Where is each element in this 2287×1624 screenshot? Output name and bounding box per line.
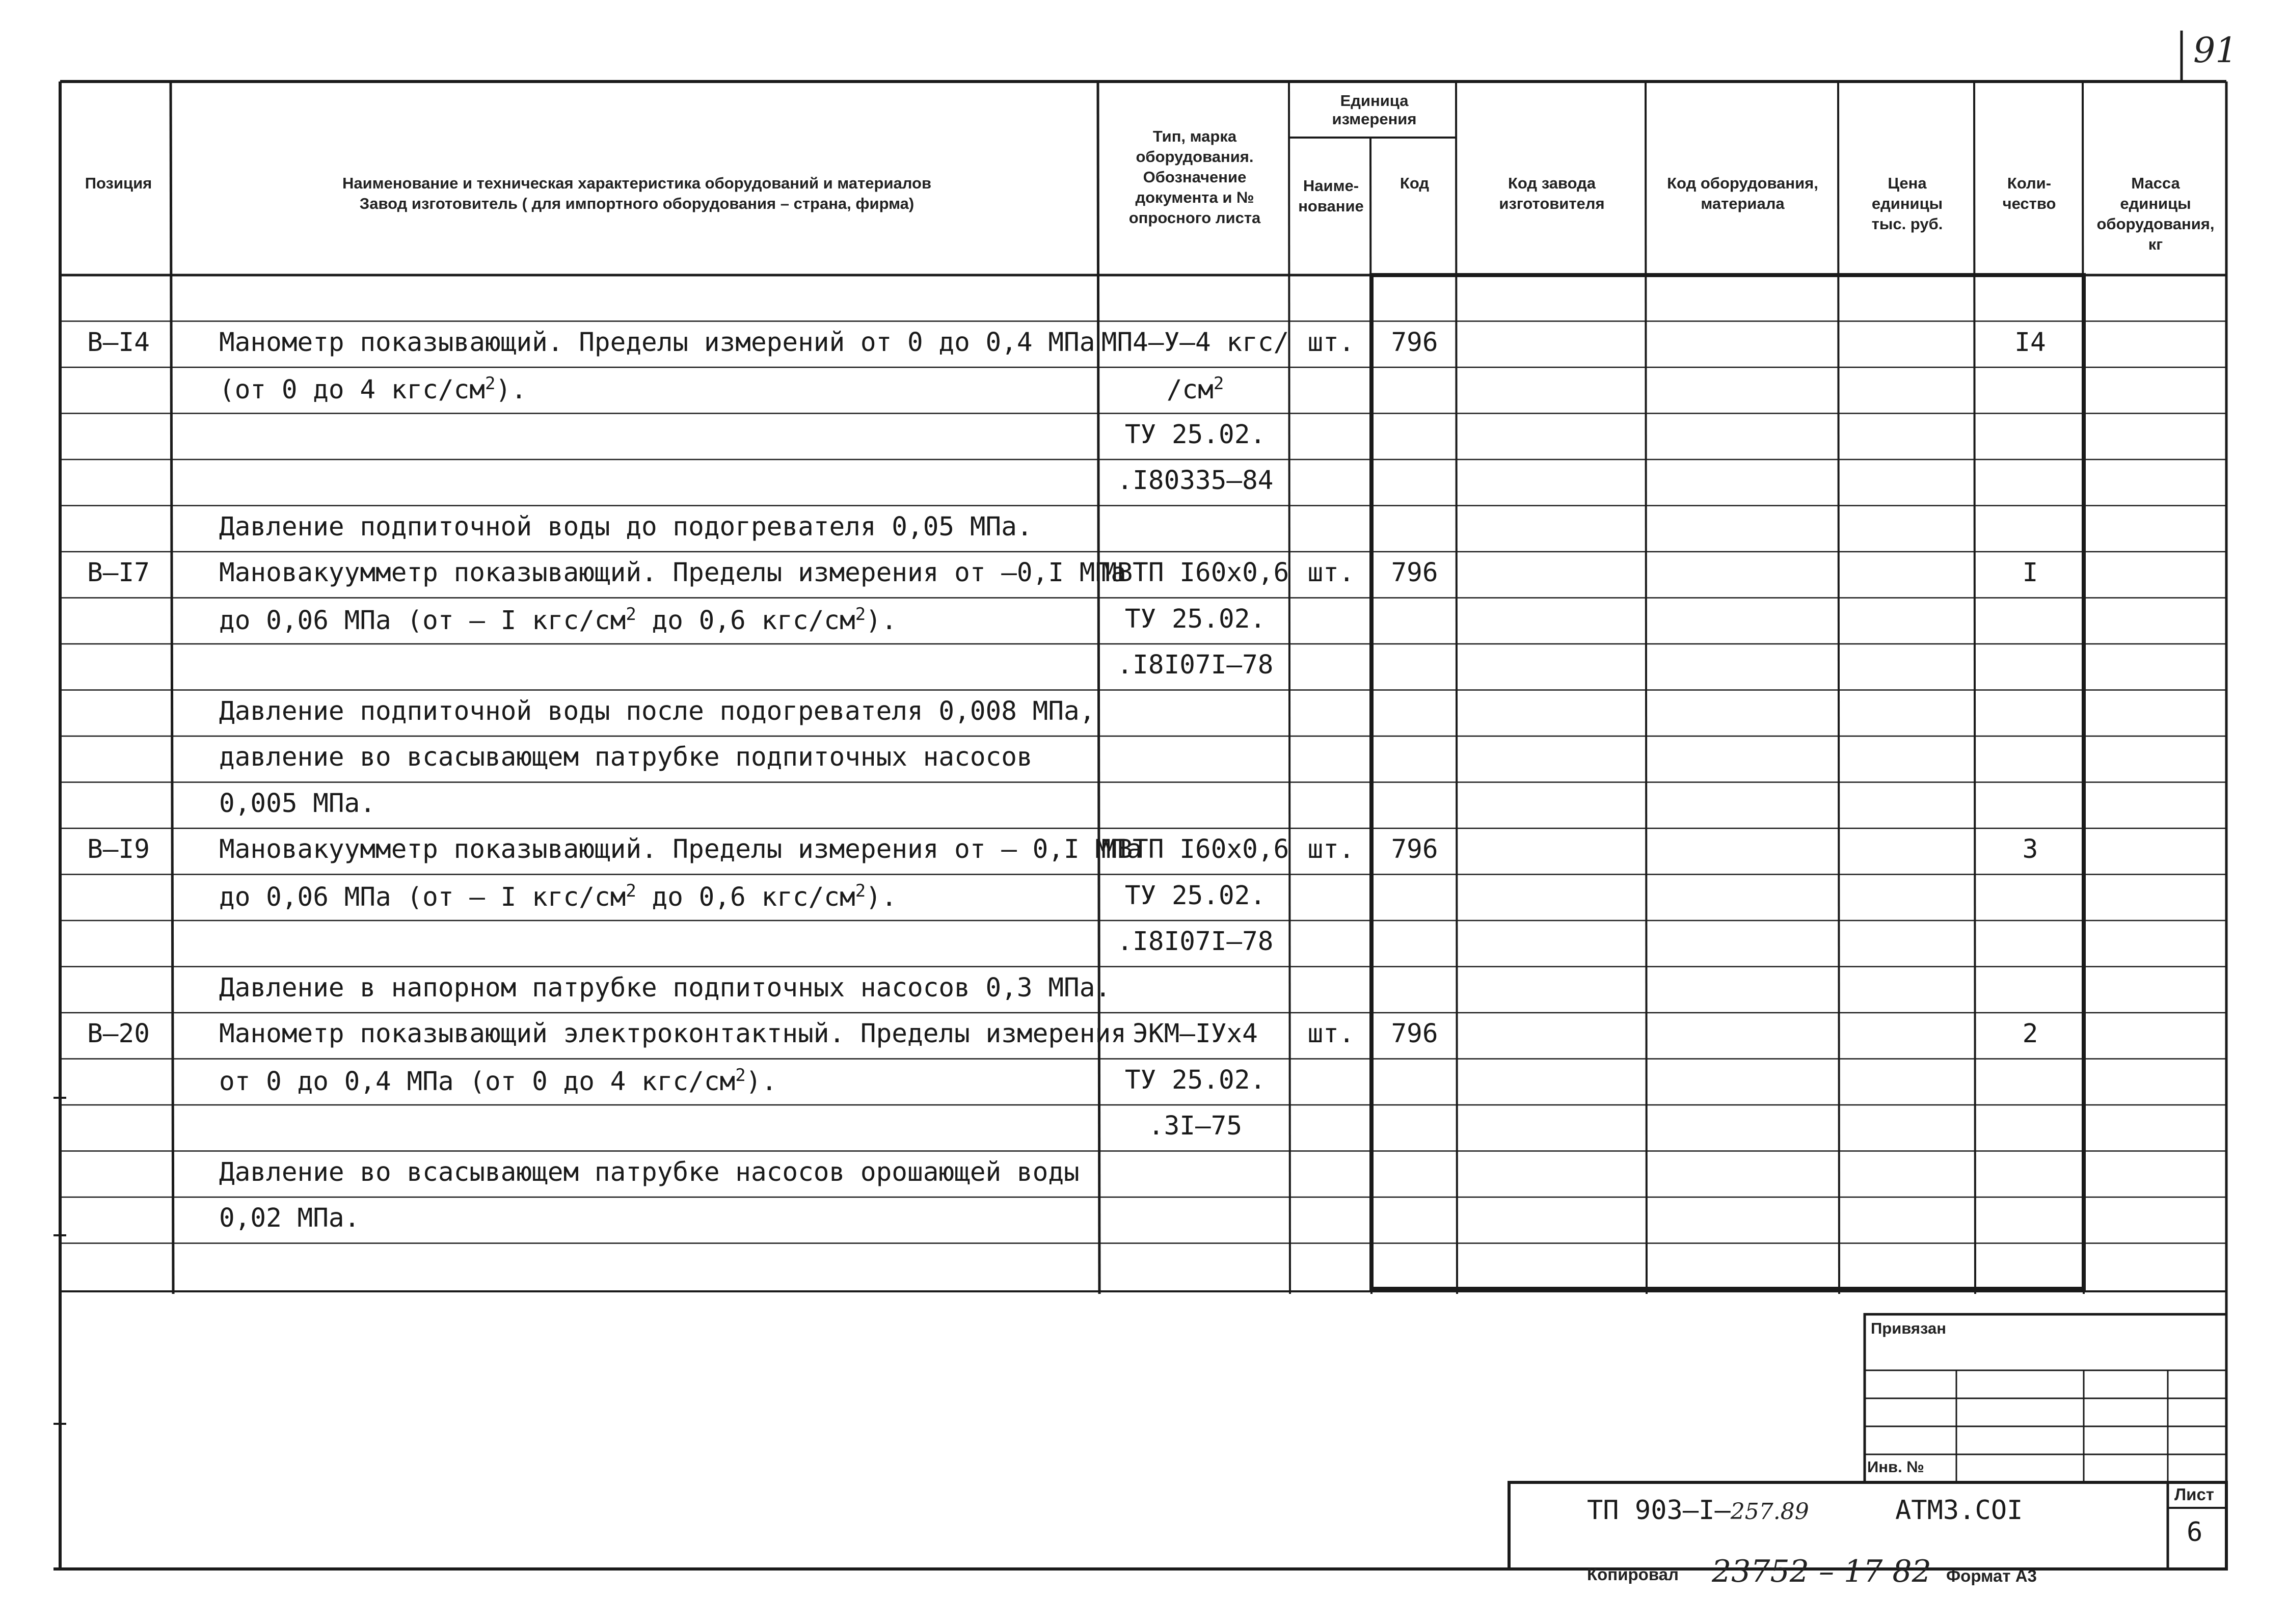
name-text: Манометр показывающий электроконтактный. Пределы измерения <box>219 1019 1126 1049</box>
name-text: до 0,06 МПа (от – I кгс/см <box>219 605 626 636</box>
sheet-number: 6 <box>2187 1517 2203 1548</box>
unit-cell: шт. <box>1307 834 1355 864</box>
name-text: до 0,06 МПа (от – I кгс/см <box>219 882 626 912</box>
header-mass: Масса единицы оборудования, кг <box>2096 174 2215 253</box>
header-price: Цена единицы тыс. руб. <box>1871 174 1943 233</box>
name-text: ). <box>495 375 527 405</box>
name-cell <box>219 742 1033 772</box>
sheet-label: Лист <box>2174 1485 2214 1504</box>
header-unit-code: Код <box>1400 174 1430 192</box>
header-name: Наименование и техническая характеристика оборудований и материалов Завод изготовитель ( для импортного оборудования – страна, фирма) <box>342 174 932 212</box>
name-cell <box>219 1065 777 1097</box>
unit-cell: шт. <box>1307 558 1355 588</box>
name-text: ). <box>866 605 897 636</box>
name-cell <box>219 512 1033 542</box>
type-cell <box>1100 604 1290 634</box>
name-text: Мановакуумметр показывающий. Пределы измерения от – 0,I МПа <box>219 834 1142 864</box>
unit-code-cell: 796 <box>1391 834 1438 864</box>
type-cell <box>1100 1019 1290 1049</box>
position-cell: В–20 <box>87 1019 150 1049</box>
stamp-privyazan: Привязан <box>1871 1319 1946 1337</box>
name-text: до 0,6 кгс/см <box>636 605 855 636</box>
name-text: 0,02 МПа. <box>219 1203 360 1233</box>
type-text: .I80335–84 <box>1117 466 1274 496</box>
type-text: .3I–75 <box>1148 1111 1243 1141</box>
type-text: МП4–У–4 кгс/ <box>1101 327 1289 358</box>
header-factory-code: Код завода изготовителя <box>1499 174 1605 212</box>
quantity-cell: 2 <box>2022 1019 2038 1049</box>
type-cell <box>1100 1065 1290 1095</box>
type-cell <box>1100 881 1290 911</box>
name-cell <box>219 558 1126 588</box>
document-code: ТП 903–I–257.89 <box>1587 1495 1809 1526</box>
type-text: /см <box>1166 375 1214 405</box>
name-text: 0,005 МПа. <box>219 788 376 819</box>
name-cell <box>219 1157 1080 1187</box>
name-text: от 0 до 0,4 МПа (от 0 до 4 кгс/см <box>219 1066 736 1097</box>
type-cell <box>1100 834 1290 864</box>
name-cell <box>219 834 1142 864</box>
name-text: Давление подпиточной воды после подогревателя 0,008 МПа, <box>219 696 1095 726</box>
type-cell <box>1100 927 1290 957</box>
position-cell: В–I4 <box>87 327 150 358</box>
name-cell <box>219 1203 360 1233</box>
name-cell <box>219 328 1095 358</box>
header-type: Тип, марка оборудования. Обозначение документа и № опросного листа <box>1128 127 1261 227</box>
name-text: Давление во всасывающем патрубке насосов орошающей воды <box>219 1157 1080 1187</box>
name-text: Давление в напорном патрубке подпиточных насосов 0,3 МПа. <box>219 972 1111 1003</box>
unit-code-cell: 796 <box>1391 1019 1438 1049</box>
type-text: МВТП I60х0,6 <box>1101 834 1289 864</box>
name-cell <box>219 373 527 405</box>
superscript: 2 <box>626 604 636 625</box>
type-cell <box>1100 420 1290 450</box>
name-cell <box>219 973 1111 1003</box>
quantity-cell: I4 <box>2014 327 2046 358</box>
type-text: МВТП I60х0,6 <box>1101 558 1289 588</box>
type-text: ЭКМ–IУх4 <box>1133 1019 1258 1049</box>
unit-code-cell: 796 <box>1391 558 1438 588</box>
type-cell <box>1100 1111 1290 1141</box>
header-unit-group: Единица измерения <box>1332 92 1417 128</box>
type-cell <box>1100 650 1290 680</box>
type-text: ТУ 25.02. <box>1124 1065 1266 1095</box>
superscript: 2 <box>855 880 866 901</box>
stamp-inventory-label: Инв. № <box>1867 1458 1924 1476</box>
superscript: 2 <box>1213 373 1224 394</box>
superscript: 2 <box>626 880 636 901</box>
name-cell <box>219 1019 1126 1049</box>
footer-format: Формат А3 <box>1946 1566 2037 1585</box>
type-cell <box>1100 373 1290 405</box>
type-cell <box>1100 328 1290 358</box>
name-text: до 0,6 кгс/см <box>636 882 855 912</box>
footer-copied-label: Копировал <box>1587 1565 1679 1584</box>
header-quantity: Коли- чество <box>2002 174 2056 212</box>
name-text: Мановакуумметр показывающий. Пределы измерения от –0,I МПа <box>219 558 1126 588</box>
superscript: 2 <box>485 373 496 394</box>
unit-cell: шт. <box>1307 327 1355 358</box>
unit-code-cell: 796 <box>1391 327 1438 358</box>
name-text: ). <box>866 882 897 912</box>
type-text: ТУ 25.02. <box>1124 604 1266 634</box>
name-cell <box>219 789 375 819</box>
footer-handwritten-number: 23752 – 17 82 <box>1712 1554 1931 1589</box>
name-cell <box>219 696 1095 726</box>
type-text: ТУ 25.02. <box>1124 419 1266 450</box>
type-cell <box>1100 466 1290 496</box>
name-cell <box>219 881 897 912</box>
superscript: 2 <box>855 604 866 625</box>
superscript: 2 <box>735 1065 746 1086</box>
position-cell: В–I7 <box>87 558 150 588</box>
document-suffix: АТМЗ.СОI <box>1895 1495 2023 1526</box>
name-text: ). <box>745 1066 777 1097</box>
name-text: Давление подпиточной воды до подогревателя 0,05 МПа. <box>219 511 1033 542</box>
name-text: Манометр показывающий. Пределы измерений от 0 до 0,4 МПа <box>219 327 1095 358</box>
header-unit-name: Наиме- нование <box>1298 177 1364 215</box>
unit-cell: шт. <box>1307 1019 1355 1049</box>
type-text: .I8I07I–78 <box>1117 650 1274 680</box>
page-mark: 91 <box>2193 31 2238 71</box>
name-text: давление во всасывающем патрубке подпиточных насосов <box>219 742 1033 772</box>
name-cell <box>219 604 897 636</box>
header-equipment-code: Код оборудования, материала <box>1667 174 1818 212</box>
type-text: ТУ 25.02. <box>1124 880 1266 911</box>
name-text: (от 0 до 4 кгс/см <box>219 375 485 405</box>
type-text: .I8I07I–78 <box>1117 927 1274 957</box>
quantity-cell: 3 <box>2022 834 2038 864</box>
position-cell: В–I9 <box>87 834 150 864</box>
header-position: Позиция <box>85 174 152 192</box>
quantity-cell: I <box>2022 558 2038 588</box>
type-cell <box>1100 558 1290 588</box>
